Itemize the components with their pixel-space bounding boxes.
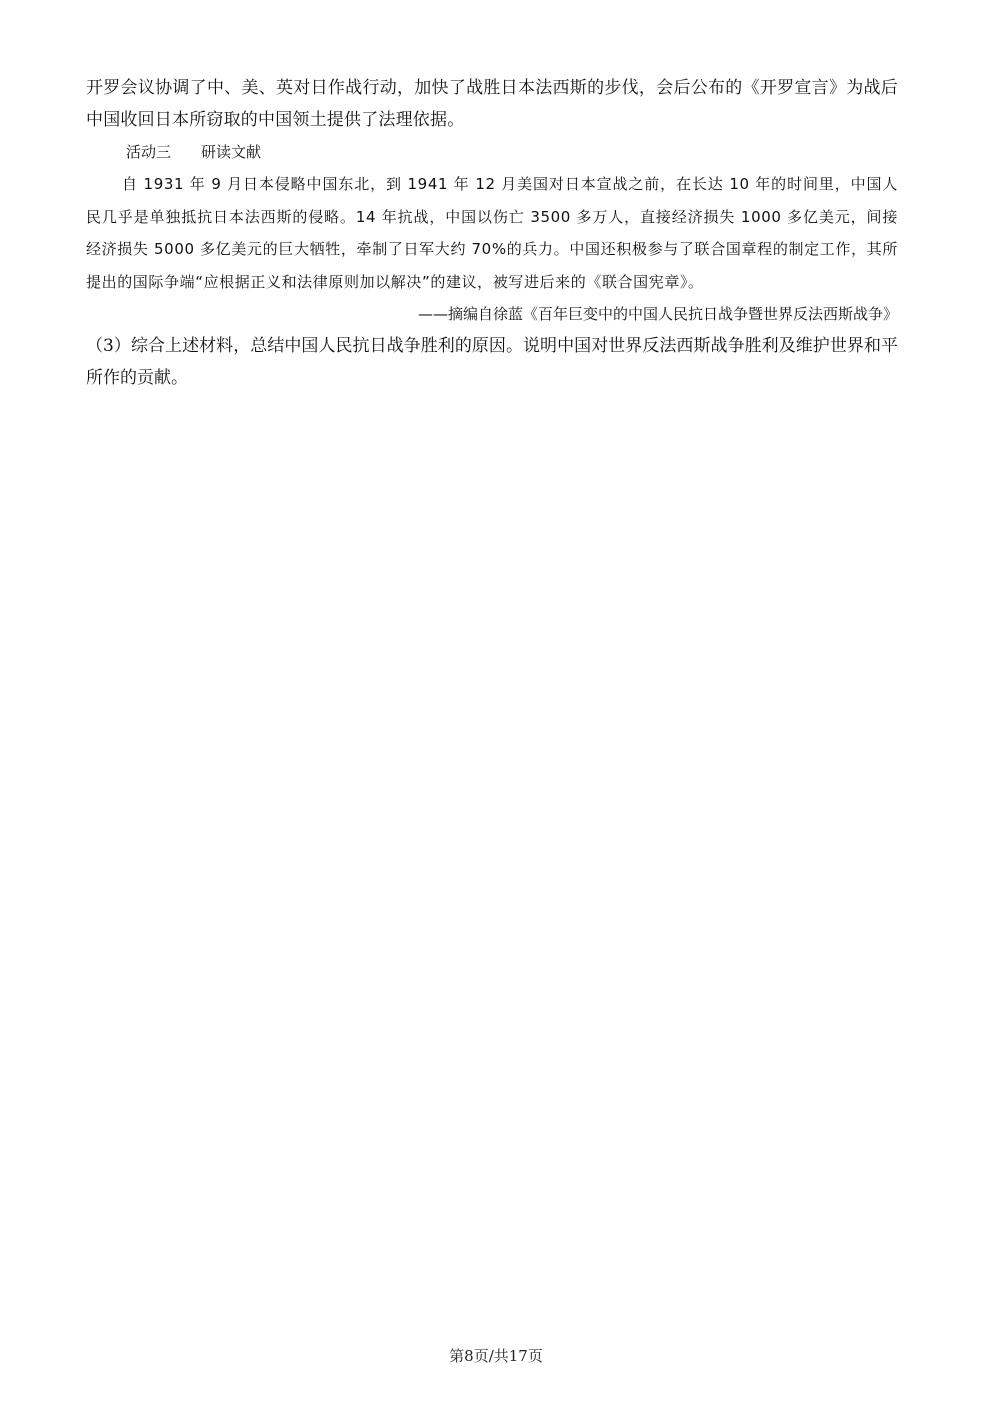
material-source: ——摘编自徐蓝《百年巨变中的中国人民抗日战争暨世界反法西斯战争》 — [417, 305, 898, 323]
page-content — [86, 72, 898, 394]
intro-paragraph: 开罗会议协调了中、美、英对日作战行动，加快了战胜日本法西斯的步伐，会后公布的《开罗宣言》为战后中国收回日本所窃取的中国领土提供了法理依据。 — [86, 78, 898, 130]
page-footer — [0, 1346, 992, 1366]
activity-heading — [86, 136, 898, 168]
page-indicator: 第8页/共17页 — [449, 1347, 543, 1365]
question-text: （3）综合上述材料，总结中国人民抗日战争胜利的原因。说明中国对世界反法西斯战争胜利及维护世界和平所作的贡献。 — [86, 336, 898, 388]
activity-title: 研读文献 — [201, 143, 262, 161]
material-paragraph: 自 1931 年 9 月日本侵略中国东北，到 1941 年 12 月美国对日本宣战之前，在长达 10 年的时间里，中国人民几乎是单独抵抗日本法西斯的侵略。14 年抗战，中国以伤亡 3500 多万人，直接经济损失 1000 多亿美元，间接经济损失 5000 多亿美元的巨大牺牲，牵制了日军大约 70%的兵力。中国还积极参与了联合国章程的制定工作，其所提出的国际争端“应根据正义和法律原则加以解决”的建议，被写进后来的《联合国宪章》。 — [86, 175, 898, 291]
activity-number: 活动三 — [126, 143, 172, 161]
